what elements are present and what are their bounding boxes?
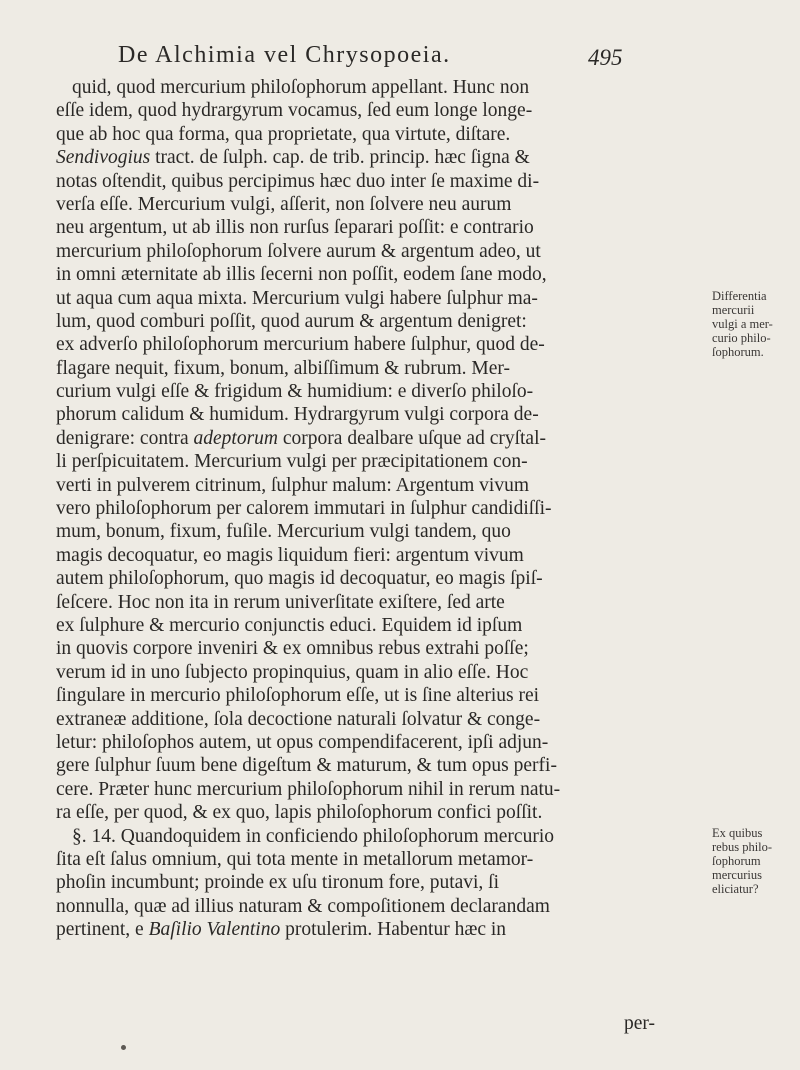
marginal-note-line: mercurius <box>712 868 762 882</box>
marginal-note-line: eliciatur? <box>712 882 759 896</box>
italic-author: Sendivogius <box>56 147 151 169</box>
text-line: verti in pulverem citrinum, ſulphur malum: Argentum vivum <box>56 474 529 496</box>
text-line: verum id in uno ſubjecto propinquius, quam in alio eſſe. Hoc <box>56 661 529 683</box>
text-line: autem philoſophorum, quo magis id decoquatur, eo magis ſpiſ- <box>56 568 543 590</box>
catchword: per- <box>624 1013 656 1034</box>
marginal-note-line: ſophorum. <box>712 345 764 359</box>
text-line: eſſe idem, quod hydrargyrum vocamus, ſed eum longe longe- <box>56 100 533 122</box>
text-line: neu argentum, ut ab illis non rurſus ſeparari poſſit: e contrario <box>56 217 534 239</box>
text-fragment: corpora dealbare uſque ad cryſtal- <box>278 427 546 449</box>
marginal-note-line: curio philo- <box>712 331 771 345</box>
text-line <box>56 918 716 941</box>
marginal-note-line: Ex quibus <box>712 826 763 840</box>
marginal-note-line: ſophorum <box>712 854 761 868</box>
text-line: gere ſulphur ſuum bene digeſtum & maturum, & tum opus perfi- <box>56 755 557 777</box>
page-header <box>118 42 718 74</box>
text-line: letur: philoſophos autem, ut opus compendifacerent, ipſi adjun- <box>56 731 549 753</box>
text-fragment: denigrare: contra <box>56 427 194 449</box>
text-fragment: pertinent, e <box>56 919 149 941</box>
text-line: ra eſſe, per quod, & ex quo, lapis philoſophorum confici poſſit. <box>56 802 543 824</box>
section-start-line: §. 14. Quandoquidem in conficiendo philoſophorum mercurio <box>72 825 554 847</box>
text-line: lum, quod comburi poſſit, quod aurum & argentum denigret: <box>56 310 527 332</box>
main-text <box>56 76 716 941</box>
text-line: ex ſulphure & mercurio conjunctis educi. Equidem id ipſum <box>56 614 523 636</box>
text-line: phorum calidum & humidum. Hydrargyrum vulgi corpora de- <box>56 404 539 426</box>
marginal-note-line: mercurii <box>712 303 755 317</box>
text-line: ſingulare in mercurio philoſophorum eſſe, ut is ſine alterius rei <box>56 685 540 707</box>
text-fragment: tract. de ſulph. cap. de trib. princip. hæc ſigna & <box>150 147 530 169</box>
text-line: li perſpicuitatem. Mercurium vulgi per præcipitationem con- <box>56 451 528 473</box>
text-line: vero philoſophorum per calorem immutari in ſulphur candidiſſi- <box>56 498 552 520</box>
text-line: notas oſtendit, quibus percipimus hæc duo inter ſe maxime di- <box>56 170 540 192</box>
text-line: cere. Præter hunc mercurium philoſophorum nihil in rerum natu- <box>56 778 561 800</box>
text-line: quid, quod mercurium philoſophorum appellant. Hunc non <box>72 77 530 98</box>
text-line: ut aqua cum aqua mixta. Mercurium vulgi habere ſulphur ma- <box>56 287 538 309</box>
text-line: ex adverſo philoſophorum mercurium habere ſulphur, quod de- <box>56 334 545 356</box>
text-line: curium vulgi eſſe & frigidum & humidium: e diverſo philoſo- <box>56 381 534 403</box>
text-line <box>56 427 716 450</box>
text-line: mum, bonum, fixum, fuſile. Mercurium vulgi tandem, quo <box>56 521 511 543</box>
text-line: extraneæ additione, ſola decoctione naturali ſolvatur & conge- <box>56 708 541 730</box>
marginal-note-line: vulgi a mer- <box>712 317 773 331</box>
running-title: De Alchimia vel Chrysopoeia. <box>118 42 451 68</box>
marginal-note-difference <box>712 289 798 359</box>
italic-author: Baſilio Valentino <box>148 919 281 941</box>
marginal-note-line: rebus philo- <box>712 840 773 854</box>
text-line: ſeſcere. Hoc non ita in rerum univerſitate exiſtere, ſed arte <box>56 591 505 613</box>
marginal-note-line: Differentia <box>712 289 767 303</box>
text-line: in omni æternitate ab illis ſecerni non poſſit, eodem ſane modo, <box>56 264 547 286</box>
text-line: phoſin incumbunt; proinde ex uſu tironum fore, putavi, ſi <box>56 872 500 894</box>
text-line: que ab hoc qua forma, qua proprietate, qua virtute, diſtare. <box>56 123 511 145</box>
text-line: nonnulla, quæ ad illius naturam & compoſitionem declarandam <box>56 895 550 917</box>
text-line: magis decoquatur, eo magis liquidum fieri: argentum vivum <box>56 544 524 566</box>
marginal-note-extraction <box>712 826 798 896</box>
text-line: flagare nequit, fixum, bonum, albiſſimum & rubrum. Mer- <box>56 357 510 379</box>
text-line: in quovis corpore inveniri & ex omnibus rebus extrahi poſſe; <box>56 638 529 660</box>
page-number: 495 <box>588 45 623 70</box>
text-line: ſita eſt ſalus omnium, qui tota mente in metallorum metamor- <box>56 848 534 870</box>
text-fragment: protulerim. Habentur hæc in <box>280 919 507 941</box>
text-line <box>56 146 716 169</box>
text-line: verſa eſſe. Mercurium vulgi, aſſerit, non ſolvere neu aurum <box>56 193 512 215</box>
italic-term: adeptorum <box>193 427 279 449</box>
ink-stain-mark <box>121 1045 126 1050</box>
text-line: mercurium philoſophorum ſolvere aurum & argentum adeo, ut <box>56 240 541 262</box>
